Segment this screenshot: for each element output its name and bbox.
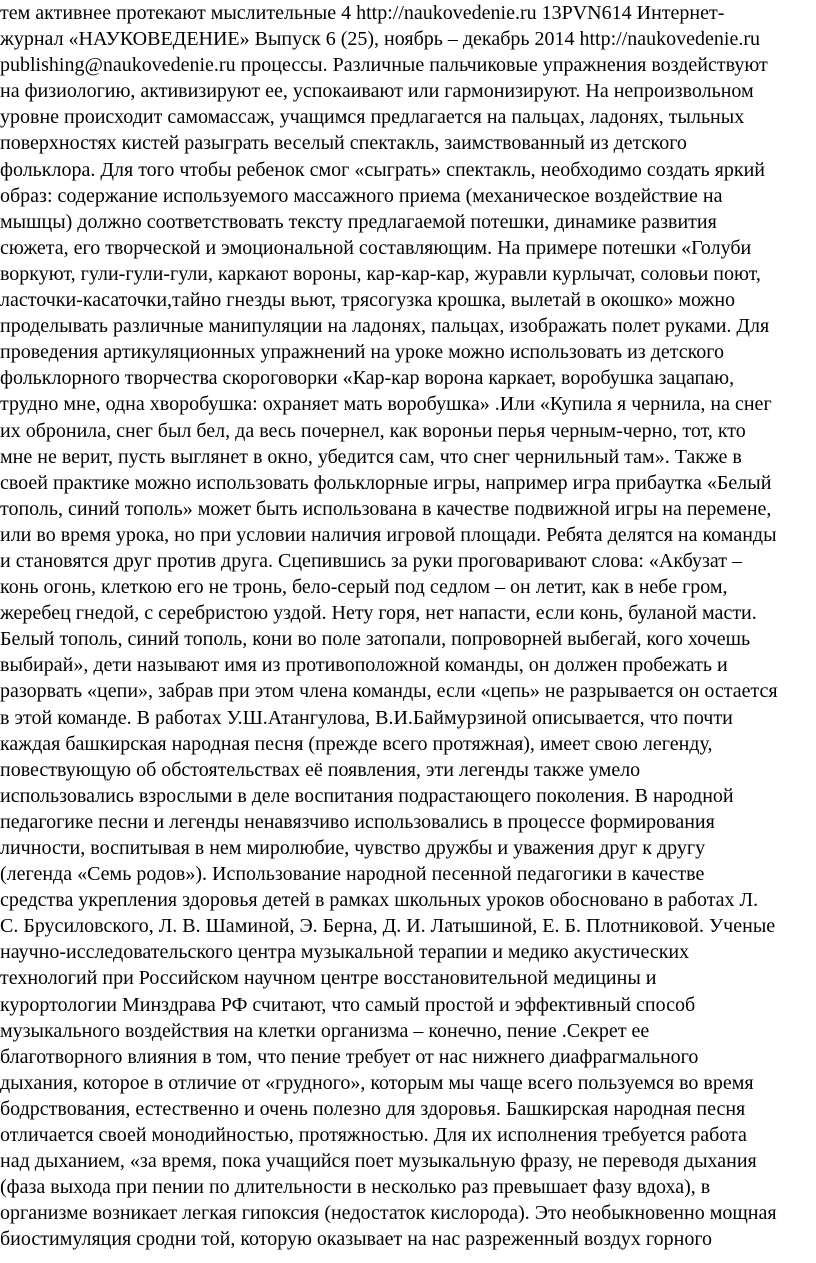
text-line: С. Брусиловского, Л. В. Шаминой, Э. Берна, Д. И. Латышиной, Е. Б. Плотниковой. Ученые bbox=[0, 915, 776, 938]
text-line: мне не верит, пусть выглянет в окно, убедится сам, что снег чернильный там». Также в bbox=[0, 445, 742, 468]
text-line: проделывать различные манипуляции на ладонях, пальцах, изображать полет руками. Для bbox=[0, 315, 770, 338]
text-line: средства укрепления здоровья детей в рамках школьных уроков обосновано в работах Л. bbox=[0, 889, 759, 912]
text-line: проведения артикуляционных упражнений на уроке можно использовать из детского bbox=[0, 341, 725, 364]
text-line: (легенда «Семь родов»). Использование народной песенной педагогики в качестве bbox=[0, 863, 705, 886]
text-line: технологий при Российском научном центре восстановительной медицины и bbox=[0, 967, 657, 990]
text-line: журнал «НАУКОВЕДЕНИЕ» Выпуск 6 (25), ноябрь – декабрь 2014 http://naukovedenie.ru bbox=[0, 28, 761, 51]
text-line: музыкального воздействия на клетки организма – конечно, пение .Секрет ее bbox=[0, 1019, 650, 1042]
text-line: бодрствования, естественно и очень полезно для здоровья. Башкирская народная песня bbox=[0, 1097, 746, 1120]
text-line: поверхностях кистей разыграть веселый спектакль, заимствованный из детского bbox=[0, 132, 687, 155]
text-line: отличается своей монодийностью, протяжностью. Для их исполнения требуется работа bbox=[0, 1124, 747, 1147]
text-line: воркуют, гули-гули-гули, каркают вороны, кар-кар-кар, журавли курлычат, соловьи поют, bbox=[0, 262, 761, 285]
text-line: их обронила, снег был бел, да весь почернел, как вороньи перья черным-черно, тот, кто bbox=[0, 419, 746, 442]
text-line: курортологии Минздрава РФ считают, что самый простой и эффективный способ bbox=[0, 993, 696, 1016]
text-line: научно-исследовательского центра музыкальной терапии и медико акустических bbox=[0, 941, 690, 964]
text-line: фольклора. Для того чтобы ребенок смог «сыграть» спектакль, необходимо создать яркий bbox=[0, 158, 765, 181]
text-line: трудно мне, одна хворобушка: охраняет мать воробушка» .Или «Купила я чернила, на снег bbox=[0, 393, 772, 416]
text-line: каждая башкирская народная песня (прежде всего протяжная), имеет свою легенду, bbox=[0, 732, 713, 755]
text-line: над дыханием, «за время, пока учащийся поет музыкальную фразу, не переводя дыхания bbox=[0, 1150, 757, 1173]
text-line: организме возникает легкая гипоксия (недостаток кислорода). Это необыкновенно мощная bbox=[0, 1202, 777, 1225]
text-line: фольклорного творчества скороговорки «Кар-кар ворона каркает, воробушка зацапаю, bbox=[0, 367, 735, 390]
text-line: сюжета, его творческой и эмоциональной составляющим. На примере потешки «Голуби bbox=[0, 236, 752, 259]
text-line: жеребец гнедой, с серебристою уздой. Нету горя, нет напасти, если конь, буланой масти. bbox=[0, 602, 757, 625]
text-line: разорвать «цепи», забрав при этом члена команды, если «цепь» не разрывается он остается bbox=[0, 680, 778, 703]
text-line: и становятся друг против друга. Сцепившись за руки проговаривают слова: «Акбузат – bbox=[0, 549, 743, 572]
text-line: Белый тополь, синий тополь, кони во поле затопали, попроворней выбегай, кого хочешь bbox=[0, 628, 751, 651]
text-line: благотворного влияния в том, что пение требует от нас нижнего диафрагмального bbox=[0, 1045, 699, 1068]
text-line: педагогике песни и легенды ненавязчиво использовались в процессе формирования bbox=[0, 810, 715, 833]
text-line: (фаза выхода при пении по длительности в несколько раз превышает фазу вдоха), в bbox=[0, 1176, 711, 1199]
text-line: уровне происходит самомассаж, учащимся предлагается на пальцах, ладонях, тыльных bbox=[0, 106, 745, 129]
text-line: ласточки-касаточки,тайно гнезды вьют, трясогузка крошка, вылетай в окошко» можно bbox=[0, 289, 736, 312]
text-line: тем активнее протекают мыслительные 4 http://naukovedenie.ru 13PVN614 Интернет- bbox=[0, 2, 725, 24]
text-line: биостимуляция сродни той, которую оказывает на нас разреженный воздух горного bbox=[0, 1228, 713, 1251]
text-line: или во время урока, но при условии наличия игровой площади. Ребята делятся на команды bbox=[0, 523, 777, 546]
text-line: дыхания, которое в отличие от «грудного», которым мы чаще всего пользуемся во время bbox=[0, 1071, 754, 1094]
text-line: конь огонь, клеткою его не тронь, бело-серый под седлом – он летит, как в небе гром, bbox=[0, 576, 728, 599]
text-line: повествующую об обстоятельствах её появления, эти легенды также умело bbox=[0, 758, 641, 781]
text-line: в этой команде. В работах У.Ш.Атангулова, В.И.Баймурзиной описывается, что почти bbox=[0, 706, 733, 729]
text-line: выбирай», дети называют имя из противоположной команды, он должен пробежать и bbox=[0, 654, 728, 677]
text-line: использовались взрослыми в деле воспитания подрастающего поколения. В народной bbox=[0, 784, 734, 807]
text-line: publishing@naukovedenie.ru процессы. Различные пальчиковые упражнения воздействуют bbox=[0, 54, 768, 77]
text-line: на физиологию, активизируют ее, успокаивают или гармонизируют. На непроизвольном bbox=[0, 80, 754, 103]
text-line: личности, воспитывая в нем миролюбие, чувство дружбы и уважения друг к другу bbox=[0, 837, 706, 859]
text-line: тополь, синий тополь» может быть использована в качестве подвижной игры на перемене, bbox=[0, 497, 772, 520]
text-line: мышцы) должно соответствовать тексту предлагаемой потешки, динамике развития bbox=[0, 210, 717, 233]
text-line: своей практике можно использовать фольклорные игры, например игра прибаутка «Белый bbox=[0, 471, 772, 494]
text-line: образ: содержание используемого массажного приема (механическое воздействие на bbox=[0, 184, 723, 207]
